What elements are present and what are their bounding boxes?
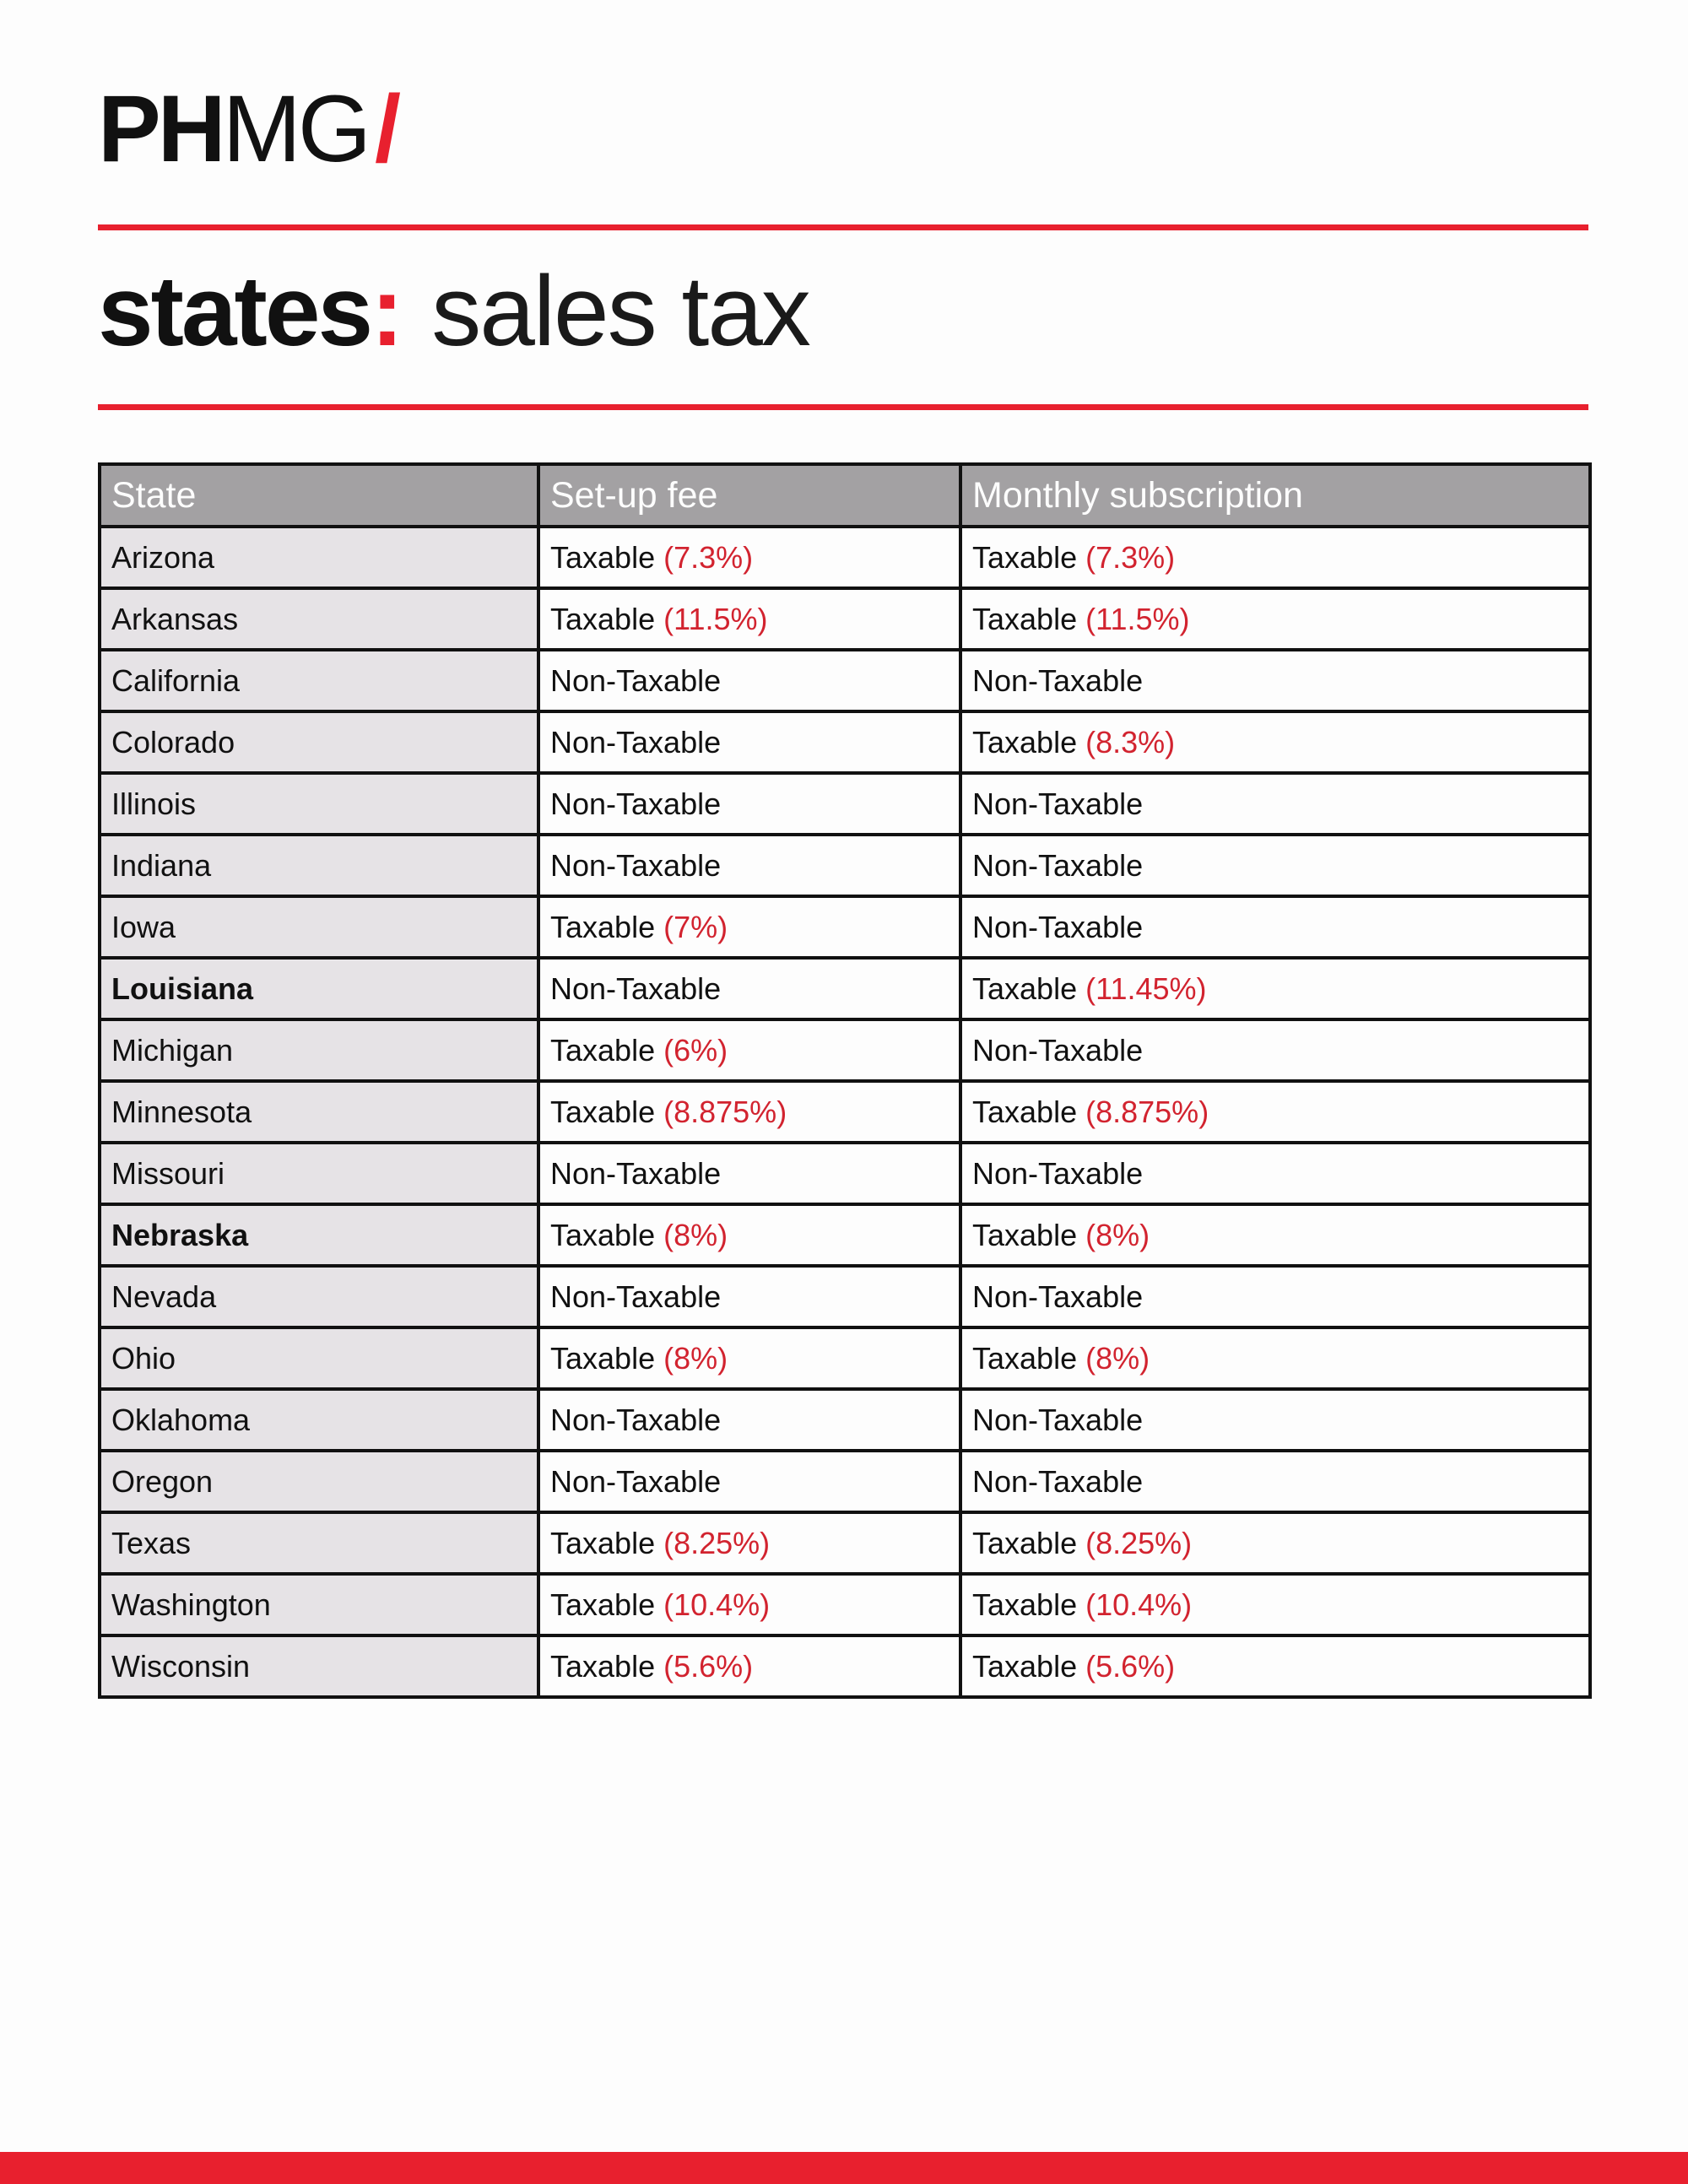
taxability-label: Taxable [550, 1094, 656, 1129]
table-row [100, 896, 1590, 958]
logo-mg: MG [222, 76, 369, 181]
taxability-label: Taxable [972, 970, 1078, 1006]
setup-fee-cell [538, 1266, 960, 1327]
table-row [100, 1266, 1590, 1327]
monthly-subscription-cell [960, 588, 1590, 650]
state-cell: Minnesota [100, 1081, 538, 1143]
taxability-label: Taxable [550, 1340, 656, 1376]
monthly-subscription-cell [960, 711, 1590, 773]
table-row [100, 835, 1590, 896]
setup-fee-cell [538, 1451, 960, 1512]
state-cell: Nevada [100, 1266, 538, 1327]
tax-rate: (5.6%) [1085, 1648, 1176, 1684]
state-cell: Arizona [100, 527, 538, 588]
setup-fee-cell [538, 1081, 960, 1143]
taxability-label: Taxable [972, 1340, 1078, 1376]
table-row [100, 1389, 1590, 1451]
taxability-label: Non-Taxable [550, 786, 722, 821]
monthly-subscription-cell [960, 1635, 1590, 1697]
taxability-label: Taxable [550, 539, 656, 575]
table-row [100, 1327, 1590, 1389]
taxability-label: Non-Taxable [972, 1155, 1144, 1191]
setup-fee-cell [538, 1327, 960, 1389]
setup-fee-cell [538, 1389, 960, 1451]
setup-fee-cell [538, 835, 960, 896]
table-row [100, 1574, 1590, 1635]
table-row [100, 650, 1590, 711]
logo-slash: / [375, 76, 398, 181]
footer-bar [0, 2152, 1688, 2184]
taxability-label: Taxable [972, 724, 1078, 760]
setup-fee-cell [538, 1512, 960, 1574]
setup-fee-cell [538, 1635, 960, 1697]
taxability-label: Taxable [550, 601, 656, 636]
table-row [100, 1019, 1590, 1081]
tax-rate: (8.3%) [1085, 724, 1176, 760]
monthly-subscription-cell [960, 958, 1590, 1019]
setup-fee-cell [538, 958, 960, 1019]
taxability-label: Taxable [550, 1525, 656, 1560]
state-cell: Iowa [100, 896, 538, 958]
state-cell: California [100, 650, 538, 711]
state-cell: Louisiana [100, 958, 538, 1019]
setup-fee-cell [538, 1574, 960, 1635]
tax-rate: (8.25%) [663, 1525, 771, 1560]
monthly-subscription-cell [960, 650, 1590, 711]
monthly-subscription-cell [960, 1143, 1590, 1204]
table-row [100, 1081, 1590, 1143]
taxability-label: Taxable [550, 1032, 656, 1068]
taxability-label: Non-Taxable [972, 1279, 1144, 1314]
taxability-label: Taxable [972, 1094, 1078, 1129]
tax-rate: (7%) [663, 909, 728, 944]
monthly-subscription-cell [960, 1574, 1590, 1635]
monthly-subscription-cell [960, 1266, 1590, 1327]
taxability-label: Taxable [972, 1525, 1078, 1560]
taxability-label: Taxable [972, 1587, 1078, 1622]
taxability-label: Non-Taxable [972, 1463, 1144, 1499]
table-row [100, 1204, 1590, 1266]
monthly-subscription-cell [960, 1389, 1590, 1451]
setup-fee-cell [538, 1019, 960, 1081]
tax-rate: (11.45%) [1085, 970, 1207, 1006]
tax-rate: (8.875%) [1085, 1094, 1209, 1129]
taxability-label: Taxable [972, 539, 1078, 575]
taxability-label: Non-Taxable [550, 970, 722, 1006]
setup-fee-cell [538, 711, 960, 773]
taxability-label: Non-Taxable [972, 786, 1144, 821]
state-cell: Indiana [100, 835, 538, 896]
top-divider [98, 224, 1588, 230]
tax-rate: (11.5%) [663, 601, 768, 636]
setup-fee-cell [538, 896, 960, 958]
setup-fee-cell [538, 773, 960, 835]
setup-fee-cell [538, 588, 960, 650]
table-row [100, 1143, 1590, 1204]
tax-rate: (8.25%) [1085, 1525, 1193, 1560]
table-row [100, 958, 1590, 1019]
state-cell: Washington [100, 1574, 538, 1635]
state-cell: Ohio [100, 1327, 538, 1389]
bottom-divider [98, 404, 1588, 410]
state-cell: Nebraska [100, 1204, 538, 1266]
monthly-subscription-cell [960, 773, 1590, 835]
tax-rate: (5.6%) [663, 1648, 754, 1684]
taxability-label: Taxable [550, 1648, 656, 1684]
tax-rate: (7.3%) [663, 539, 754, 575]
table-body [100, 527, 1590, 1697]
header-state: State [100, 464, 538, 527]
tax-rate: (8%) [663, 1340, 728, 1376]
taxability-label: Non-Taxable [550, 1463, 722, 1499]
state-cell: Arkansas [100, 588, 538, 650]
taxability-label: Non-Taxable [550, 662, 722, 698]
tax-rate: (8%) [663, 1217, 728, 1252]
monthly-subscription-cell [960, 896, 1590, 958]
monthly-subscription-cell [960, 1512, 1590, 1574]
table-row [100, 1451, 1590, 1512]
phmg-logo [98, 76, 398, 181]
taxability-label: Non-Taxable [550, 1279, 722, 1314]
setup-fee-cell [538, 650, 960, 711]
tax-rate: (8.875%) [663, 1094, 787, 1129]
taxability-label: Non-Taxable [972, 1032, 1144, 1068]
monthly-subscription-cell [960, 527, 1590, 588]
taxability-label: Taxable [550, 1217, 656, 1252]
state-cell: Wisconsin [100, 1635, 538, 1697]
title-light: sales tax [431, 256, 809, 367]
logo-ph: PH [98, 76, 223, 181]
state-cell: Missouri [100, 1143, 538, 1204]
header-monthly-subscription: Monthly subscription [960, 464, 1590, 527]
taxability-label: Non-Taxable [550, 1155, 722, 1191]
taxability-label: Non-Taxable [972, 1402, 1144, 1437]
taxability-label: Taxable [550, 1587, 656, 1622]
monthly-subscription-cell [960, 1081, 1590, 1143]
taxability-label: Non-Taxable [972, 847, 1144, 883]
taxability-label: Non-Taxable [550, 1402, 722, 1437]
tax-rate: (7.3%) [1085, 539, 1176, 575]
table-row [100, 588, 1590, 650]
taxability-label: Taxable [972, 601, 1078, 636]
setup-fee-cell [538, 527, 960, 588]
table-row [100, 773, 1590, 835]
tax-rate: (8%) [1085, 1217, 1150, 1252]
header-setup-fee: Set-up fee [538, 464, 960, 527]
taxability-label: Taxable [972, 1217, 1078, 1252]
table-row [100, 1512, 1590, 1574]
monthly-subscription-cell [960, 1451, 1590, 1512]
title-bold: states [98, 256, 371, 367]
state-cell: Illinois [100, 773, 538, 835]
table-row [100, 1635, 1590, 1697]
sales-tax-table [98, 462, 1592, 1699]
setup-fee-cell [538, 1143, 960, 1204]
monthly-subscription-cell [960, 835, 1590, 896]
table-header-row [100, 464, 1590, 527]
taxability-label: Taxable [972, 1648, 1078, 1684]
taxability-label: Non-Taxable [550, 847, 722, 883]
state-cell: Michigan [100, 1019, 538, 1081]
state-cell: Oregon [100, 1451, 538, 1512]
table-row [100, 527, 1590, 588]
state-cell: Oklahoma [100, 1389, 538, 1451]
state-cell: Colorado [100, 711, 538, 773]
setup-fee-cell [538, 1204, 960, 1266]
page-title [98, 256, 809, 367]
state-cell: Texas [100, 1512, 538, 1574]
taxability-label: Non-Taxable [972, 662, 1144, 698]
taxability-label: Taxable [550, 909, 656, 944]
tax-rate: (11.5%) [1085, 601, 1190, 636]
tax-rate: (6%) [663, 1032, 728, 1068]
title-colon: : [371, 256, 404, 367]
tax-rate: (8%) [1085, 1340, 1150, 1376]
table-row [100, 711, 1590, 773]
taxability-label: Non-Taxable [550, 724, 722, 760]
monthly-subscription-cell [960, 1204, 1590, 1266]
tax-rate: (10.4%) [663, 1587, 771, 1622]
tax-rate: (10.4%) [1085, 1587, 1193, 1622]
taxability-label: Non-Taxable [972, 909, 1144, 944]
monthly-subscription-cell [960, 1327, 1590, 1389]
monthly-subscription-cell [960, 1019, 1590, 1081]
